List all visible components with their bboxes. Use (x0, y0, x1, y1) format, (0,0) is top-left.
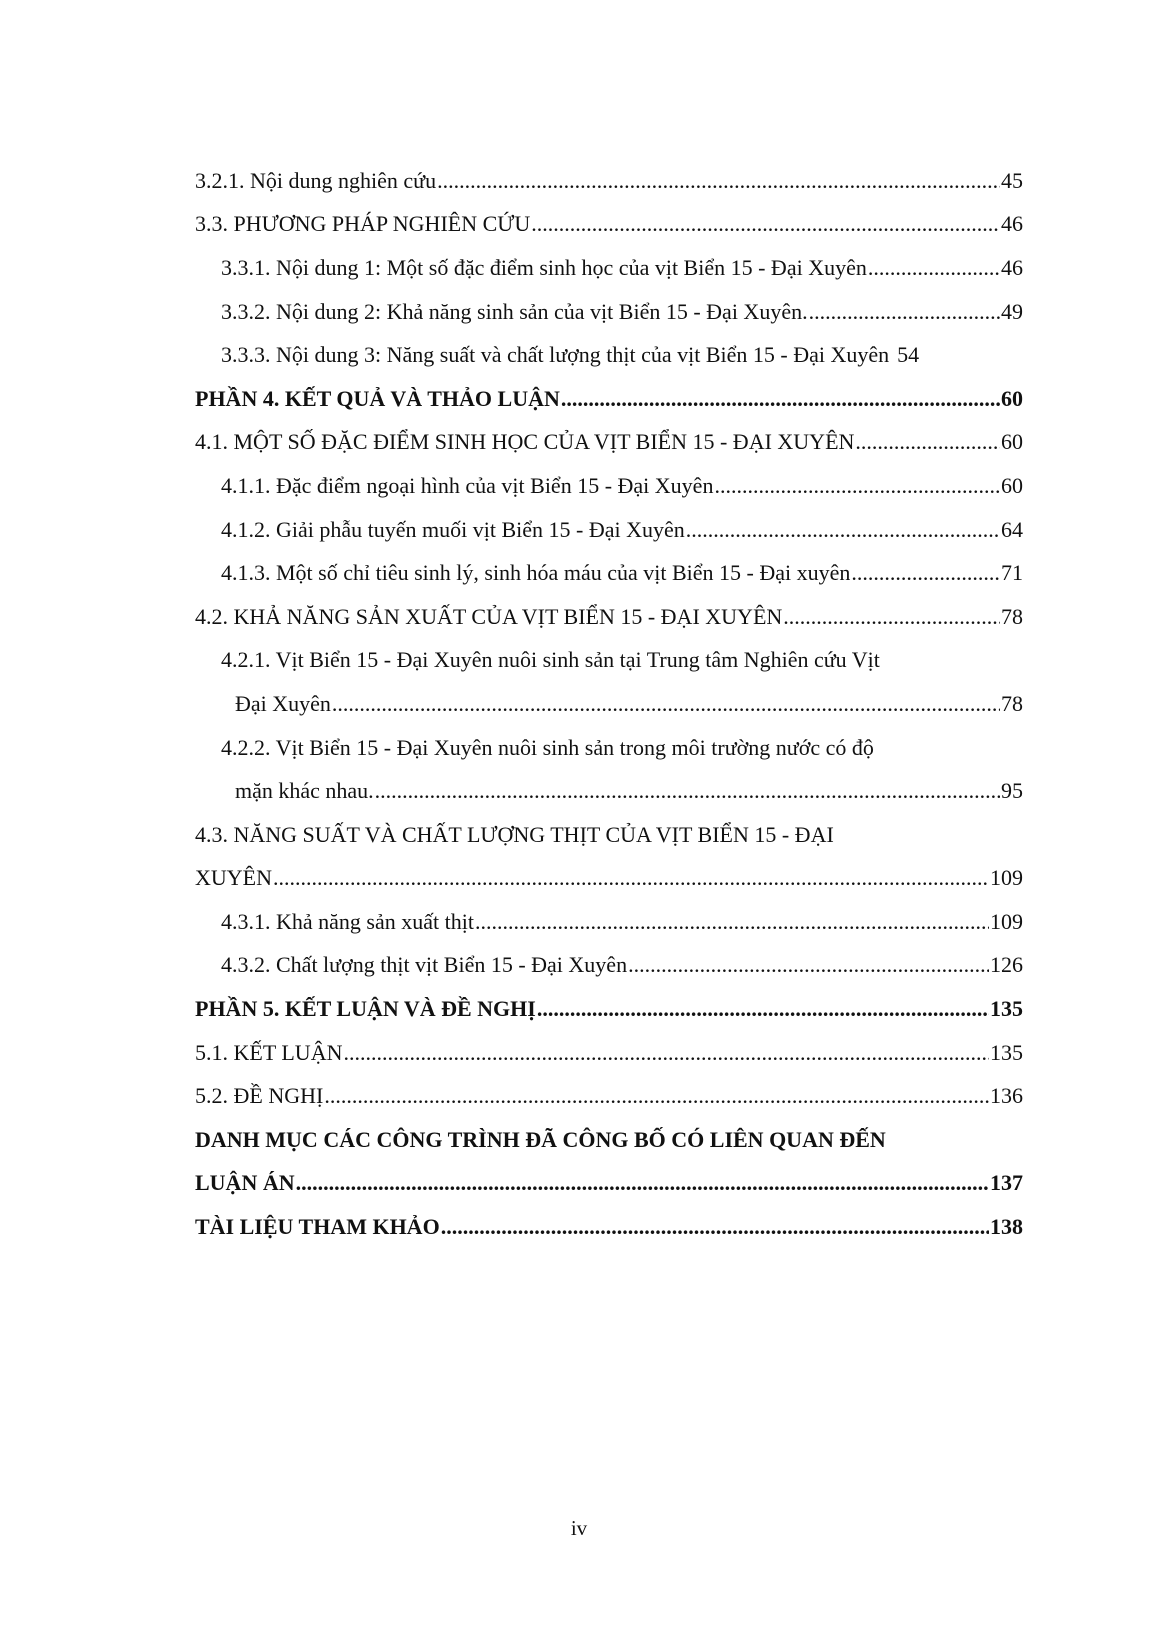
dot-leader (441, 1214, 989, 1240)
dot-leader (273, 865, 989, 891)
toc-entry-5-2[interactable]: 5.2. ĐỀ NGHỊ ..... 136 (195, 1074, 1023, 1118)
toc-entry-4-1-3[interactable]: 4.1.3. Một số chỉ tiêu sinh lý, sinh hóa máu của vịt Biển 15 - Đại xuyên ..... 71 (195, 551, 1023, 595)
toc-entry-4-3-2[interactable]: 4.3.2. Chất lượng thịt vịt Biển 15 - Đại Xuyên ..... 126 (195, 944, 1023, 988)
dot-leader (375, 778, 1000, 804)
toc-entry-danh-muc-continued[interactable]: LUẬN ÁN ..... 137 (195, 1162, 1023, 1206)
dot-leader (855, 429, 1000, 455)
dot-leader (561, 386, 1000, 412)
dot-leader (686, 517, 1000, 543)
toc-entry-4-3[interactable]: 4.3. NĂNG SUẤT VÀ CHẤT LƯỢNG THỊT CỦA VỊT BIỂN 15 - ĐẠI (195, 821, 834, 847)
toc-entry-danh-muc[interactable]: DANH MỤC CÁC CÔNG TRÌNH ĐÃ CÔNG BỐ CÓ LIÊN QUAN ĐẾN (195, 1126, 886, 1152)
toc-entry-3-3-2[interactable]: 3.3.2. Nội dung 2: Khả năng sinh sản của vịt Biển 15 - Đại Xuyên. ..... 49 (195, 290, 1023, 334)
dot-leader (332, 691, 1000, 717)
toc-entry-4-2-2-continued[interactable]: mặn khác nhau. ..... 95 (195, 769, 1023, 813)
dot-leader (714, 473, 1000, 499)
toc-entry-4-1-2[interactable]: 4.1.2. Giải phẫu tuyến muối vịt Biển 15 - Đại Xuyên ..... 64 (195, 508, 1023, 552)
dot-leader (783, 604, 1000, 630)
toc-entry-4-1[interactable]: 4.1. MỘT SỐ ĐẶC ĐIỂM SINH HỌC CỦA VỊT BIỂN 15 - ĐẠI XUYÊN ..... 60 (195, 421, 1023, 465)
dot-leader (537, 996, 989, 1022)
toc-entry-5-1[interactable]: 5.1. KẾT LUẬN ..... 135 (195, 1031, 1023, 1075)
dot-leader (296, 1170, 989, 1196)
dot-leader (343, 1040, 989, 1066)
toc-entry-3-3[interactable]: 3.3. PHƯƠNG PHÁP NGHIÊN CỨU ..... 46 (195, 203, 1023, 247)
toc-entry-4-3-continued[interactable]: XUYÊN ..... 109 (195, 857, 1023, 901)
toc-entry-4-2[interactable]: 4.2. KHẢ NĂNG SẢN XUẤT CỦA VỊT BIỂN 15 - ĐẠI XUYÊN ..... 78 (195, 595, 1023, 639)
toc-entry-4-3-1[interactable]: 4.3.1. Khả năng sản xuất thịt ..... 109 (195, 900, 1023, 944)
toc-entry-4-1-1[interactable]: 4.1.1. Đặc điểm ngoại hình của vịt Biển 15 - Đại Xuyên ..... 60 (195, 464, 1023, 508)
dot-leader (809, 299, 1000, 325)
dot-leader (437, 168, 1000, 194)
toc-entry-tai-lieu[interactable]: TÀI LIỆU THAM KHẢO ..... 138 (195, 1205, 1023, 1249)
toc-entry-3-3-1[interactable]: 3.3.1. Nội dung 1: Một số đặc điểm sinh học của vịt Biển 15 - Đại Xuyên ..... 46 (195, 246, 1023, 290)
toc-entry-4-2-1-continued[interactable]: Đại Xuyên ..... 78 (195, 682, 1023, 726)
toc-entry-3-3-3[interactable]: 3.3.3. Nội dung 3: Năng suất và chất lượng thịt của vịt Biển 15 - Đại Xuyên 54 (221, 342, 920, 368)
dot-leader (475, 909, 989, 935)
toc-entry-4-2-2[interactable]: 4.2.2. Vịt Biển 15 - Đại Xuyên nuôi sinh sản trong môi trường nước có độ (221, 734, 874, 760)
dot-leader (324, 1083, 989, 1109)
table-of-contents (195, 159, 1023, 1249)
toc-entry-4-2-1[interactable]: 4.2.1. Vịt Biển 15 - Đại Xuyên nuôi sinh sản tại Trung tâm Nghiên cứu Vịt (221, 647, 880, 673)
dot-leader (531, 211, 1000, 237)
toc-entry-phan-4[interactable]: PHẦN 4. KẾT QUẢ VÀ THẢO LUẬN ..... 60 (195, 377, 1023, 421)
toc-entry-phan-5[interactable]: PHẦN 5. KẾT LUẬN VÀ ĐỀ NGHỊ ..... 135 (195, 987, 1023, 1031)
dot-leader (628, 952, 989, 978)
dot-leader (868, 255, 1000, 281)
dot-leader (851, 560, 1000, 586)
page-number: iv (570, 1516, 588, 1540)
toc-entry-3-2-1[interactable]: 3.2.1. Nội dung nghiên cứu ..... 45 (195, 159, 1023, 203)
